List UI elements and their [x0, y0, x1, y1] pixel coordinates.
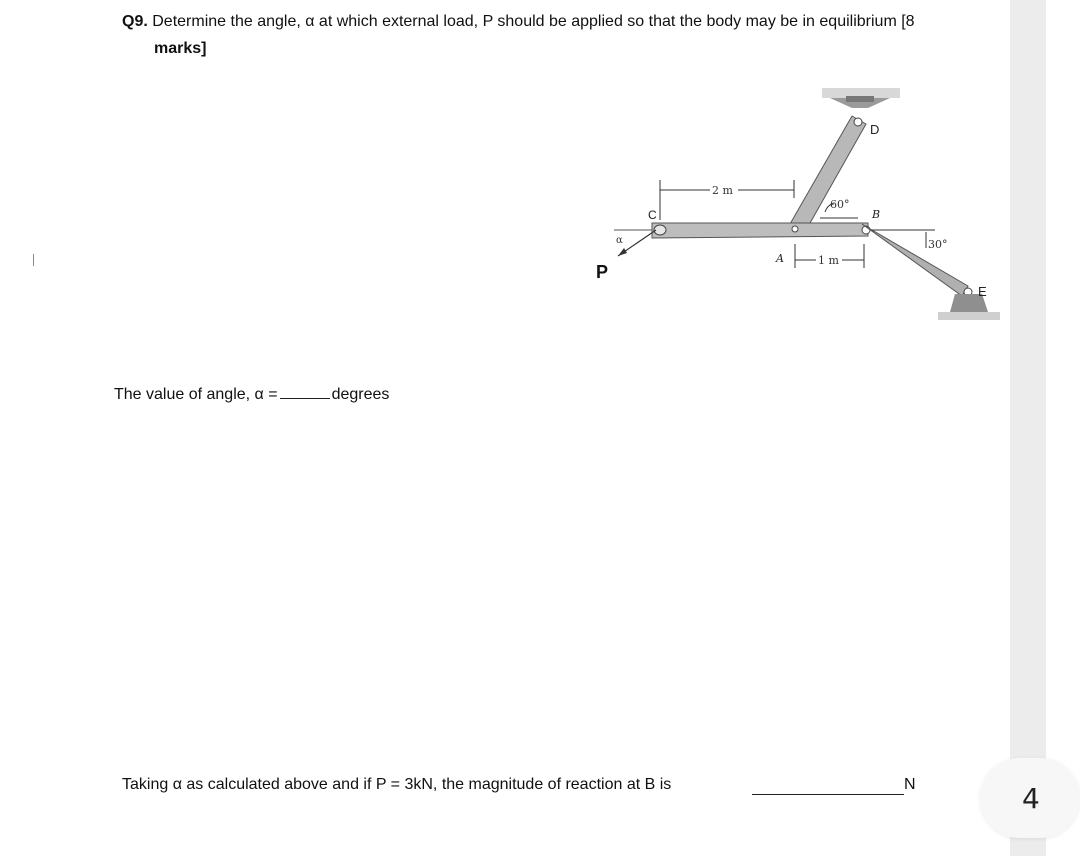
question-marks: marks] — [154, 40, 207, 57]
load-P-label: P — [596, 262, 609, 282]
point-C-label: C — [648, 208, 657, 222]
angle-prompt: The value of angle, α = — [114, 386, 278, 403]
alpha-label: α — [616, 235, 623, 246]
angle-answer-line — [114, 384, 389, 404]
point-B-label: B — [872, 208, 881, 221]
page-number: 4 — [1022, 782, 1040, 815]
angle-30-label: 30° — [928, 238, 948, 251]
top-support — [822, 88, 900, 108]
point-D-label: D — [870, 122, 880, 137]
dimension-2m — [660, 180, 794, 220]
reaction-prompt: Taking α as calculated above and if P = 3kN, the magnitude of reaction at B is — [122, 776, 672, 793]
angle-answer-blank[interactable] — [280, 384, 330, 399]
side-scroll-strip[interactable] — [1010, 0, 1046, 856]
dim-1m-label: 1 m — [818, 254, 839, 267]
question-text — [122, 13, 915, 31]
reaction-answer-blank[interactable] — [752, 794, 904, 795]
load-arrow — [614, 230, 656, 256]
link-DA — [790, 116, 866, 232]
dim-2m-label: 2 m — [712, 184, 733, 197]
point-A-label: A — [776, 252, 784, 265]
link-BE — [862, 224, 972, 296]
mechanism-diagram — [590, 80, 1010, 340]
point-E-label: E — [978, 284, 987, 299]
reaction-unit: N — [904, 776, 916, 793]
bottom-support — [938, 294, 1000, 320]
question-body: Determine the angle, α at which external load, P should be applied so that the body may be in equilibrium — [152, 13, 897, 30]
beam-CB — [652, 223, 870, 238]
question-marks-open: [8 — [901, 13, 915, 30]
dimension-1m — [795, 244, 864, 268]
angle-60-label: 60° — [830, 198, 850, 211]
angle-unit: degrees — [331, 386, 390, 403]
question-number: Q9. — [122, 13, 148, 30]
margin-mark — [33, 254, 34, 266]
